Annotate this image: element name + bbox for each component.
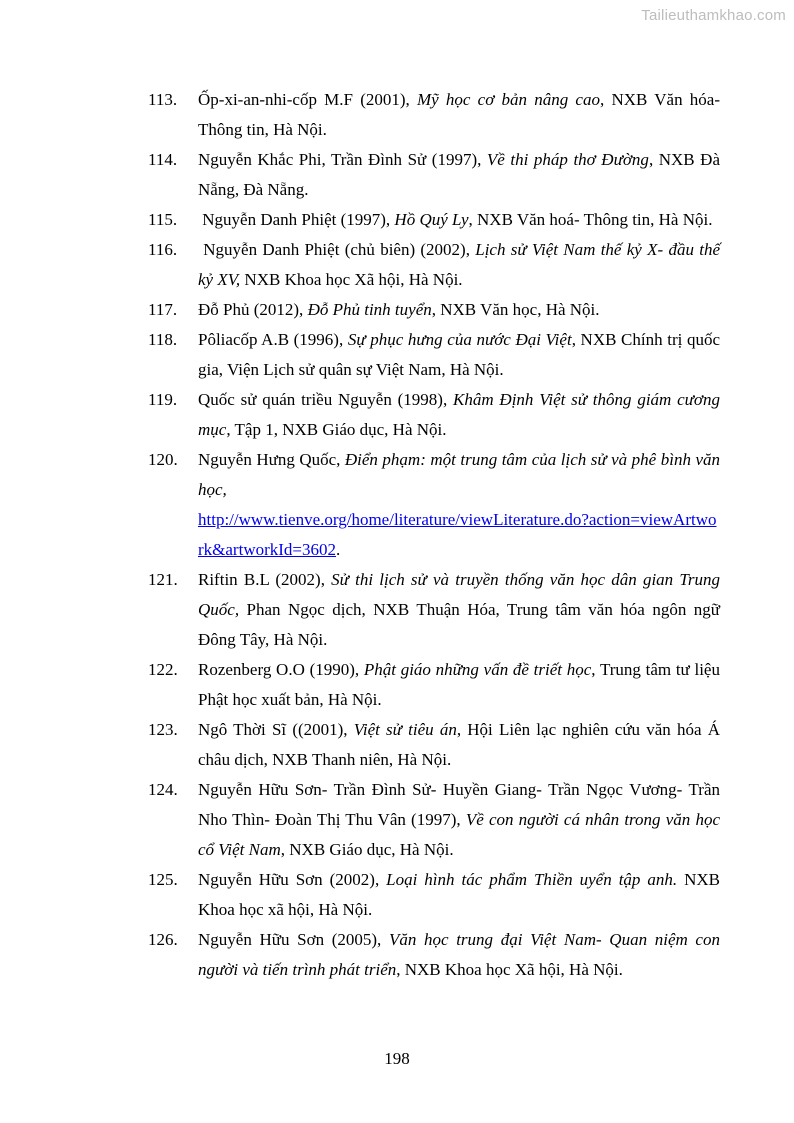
reference-text-segment: Rozenberg O.O (1990), — [198, 660, 364, 679]
reference-text-segment: Nguyễn Danh Phiệt (chủ biên) (2002), — [198, 240, 476, 259]
reference-item — [148, 445, 720, 565]
reference-text — [198, 150, 720, 199]
reference-title: Điển phạm: một trung tâm của lịch sử và phê bình văn học, — [198, 450, 720, 499]
reference-text — [198, 330, 720, 379]
reference-text-segment: Nguyễn Hữu Sơn (2002), — [198, 870, 387, 889]
reference-number: 121. — [148, 570, 178, 589]
reference-number: 122. — [148, 660, 178, 679]
reference-text — [198, 210, 712, 229]
reference-item — [148, 85, 720, 145]
reference-text-segment: , Tập 1, NXB Giáo dục, Hà Nội. — [226, 420, 447, 439]
reference-item — [148, 235, 720, 295]
reference-text-segment: Đỗ Phủ (2012), — [198, 300, 308, 319]
reference-text-segment: Pôliacốp A.B (1996), — [198, 330, 348, 349]
reference-number: 114. — [148, 150, 178, 169]
reference-text-segment: , Hội Liên lạc nghiên cứu văn hóa Á châu dịch, NXB Thanh niên, Hà Nội. — [198, 720, 720, 769]
reference-item — [148, 205, 720, 235]
reference-number: 119. — [148, 390, 178, 409]
reference-link[interactable]: http://www.tienve.org/home/literature/viewLiterature.do?action=viewArtwork&artworkId=3602 — [198, 510, 717, 559]
reference-number: 126. — [148, 930, 178, 949]
reference-item — [148, 295, 720, 325]
reference-item — [148, 145, 720, 205]
reference-title: Văn học trung đại Việt Nam- Quan niệm con người và tiến trình phát triển — [198, 930, 720, 979]
reference-text-segment: , NXB Chính trị quốc gia, Viện Lịch sử quân sự Việt Nam, Hà Nội. — [198, 330, 721, 379]
reference-item — [148, 715, 720, 775]
reference-title: Đỗ Phủ tinh tuyển — [307, 300, 432, 319]
reference-item — [148, 385, 720, 445]
reference-title: Sử thi lịch sử và truyền thống văn học dân gian Trung Quốc, — [198, 570, 720, 619]
reference-text — [198, 450, 720, 559]
reference-item — [148, 925, 720, 985]
reference-text-segment: , NXB Khoa học Xã hội, Hà Nội. — [396, 960, 623, 979]
reference-text-segment: Riftin B.L (2002), — [198, 570, 332, 589]
reference-title: Mỹ học cơ bản nâng cao — [417, 90, 600, 109]
reference-text-segment: NXB Khoa học Xã hội, Hà Nội. — [240, 270, 463, 289]
reference-text — [198, 930, 720, 979]
reference-number: 124. — [148, 780, 178, 799]
reference-text — [198, 90, 720, 139]
reference-text-segment: , NXB Giáo dục, Hà Nội. — [280, 840, 454, 859]
references-list — [148, 85, 720, 985]
reference-text-segment: Ốp-xi-an-nhi-cốp M.F (2001), — [198, 90, 417, 109]
reference-text — [198, 870, 720, 919]
reference-number: 118. — [148, 330, 178, 349]
page-number: 198 — [384, 1049, 410, 1068]
reference-text — [198, 570, 720, 649]
reference-title: Về con người cá nhân trong văn học cổ Việt Nam — [198, 810, 721, 859]
reference-item — [148, 655, 720, 715]
reference-text-segment: Nguyễn Hưng Quốc, — [198, 450, 345, 469]
reference-text-segment: Ngô Thời Sĩ ((2001), — [198, 720, 354, 739]
reference-number: 115. — [148, 210, 178, 229]
reference-title: Phật giáo những vấn đề triết học — [363, 660, 592, 679]
reference-item — [148, 775, 720, 865]
reference-number: 125. — [148, 870, 178, 889]
reference-text-segment: . — [336, 540, 341, 559]
reference-number: 120. — [148, 450, 178, 469]
reference-text — [198, 780, 720, 859]
watermark: Tailieuthamkhao.com — [641, 7, 786, 24]
reference-item — [148, 565, 720, 655]
reference-text — [198, 240, 720, 289]
reference-text — [198, 390, 720, 439]
reference-text — [198, 660, 720, 709]
reference-title: Về thi pháp thơ Đường — [486, 150, 649, 169]
reference-text-segment: Nguyễn Khắc Phi, Trần Đình Sử (1997), — [198, 150, 487, 169]
reference-text-segment: Nguyễn Danh Phiệt (1997), — [198, 210, 395, 229]
reference-title: Khâm Định Việt sử thông giám cương mục — [198, 390, 721, 439]
reference-text-segment: , NXB Văn hóa- Thông tin, Hà Nội. — [198, 90, 720, 139]
reference-title: Loại hình tác phẩm Thiền uyển tập anh. — [386, 870, 678, 889]
reference-text-segment: , Trung tâm tư liệu Phật học xuất bản, Hà Nội. — [198, 660, 720, 709]
reference-item — [148, 865, 720, 925]
reference-title: Lịch sử Việt Nam thế kỷ X- đầu thế kỷ XV, — [198, 240, 720, 289]
reference-item — [148, 325, 720, 385]
reference-text-segment: , NXB Văn hoá- Thông tin, Hà Nội. — [468, 210, 713, 229]
reference-text-segment: Quốc sử quán triều Nguyễn (1998), — [198, 390, 454, 409]
reference-text — [198, 300, 600, 319]
reference-title: Hồ Quý Ly — [394, 210, 469, 229]
reference-number: 113. — [148, 90, 178, 109]
reference-title: Việt sử tiêu án — [353, 720, 457, 739]
reference-text-segment: Nguyễn Hữu Sơn- Trần Đình Sử- Huyền Giang- Trần Ngọc Vương- Trần Nho Thìn- Đoàn Thị Thu Vân (1997), — [198, 780, 720, 829]
reference-number: 117. — [148, 300, 178, 319]
reference-text-segment: , NXB Văn học, Hà Nội. — [431, 300, 600, 319]
reference-number: 123. — [148, 720, 178, 739]
reference-text — [198, 720, 720, 769]
reference-text-segment: NXB Khoa học xã hội, Hà Nội. — [198, 870, 720, 919]
reference-text-segment: Nguyễn Hữu Sơn (2005), — [198, 930, 389, 949]
reference-text-segment: , NXB Đà Nẵng, Đà Nẵng. — [198, 150, 721, 199]
reference-text-segment: Phan Ngọc dịch, NXB Thuận Hóa, Trung tâm văn hóa ngôn ngữ Đông Tây, Hà Nội. — [198, 600, 720, 649]
reference-number: 116. — [148, 240, 178, 259]
reference-title: Sự phục hưng của nước Đại Việt — [347, 330, 572, 349]
